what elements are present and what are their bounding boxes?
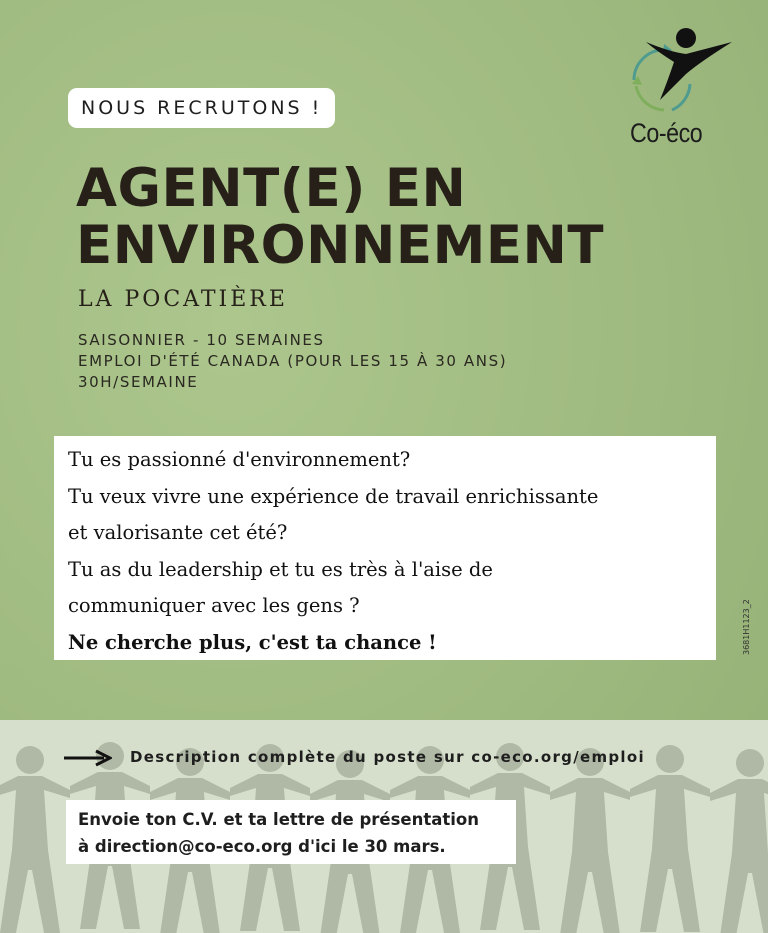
question-line: communiquer avec les gens ? — [68, 594, 360, 617]
question-line: et valorisante cet été? — [68, 521, 288, 544]
question-line: Tu veux vivre une expérience de travail enrichissante — [68, 484, 599, 508]
recruiting-badge: NOUS RECRUTONS ! — [68, 88, 335, 128]
job-details — [78, 330, 507, 393]
apply-line-1: Envoie ton C.V. et ta lettre de présentation — [78, 810, 480, 829]
apply-line-2[interactable]: à direction@co-eco.org d'ici le 30 mars. — [78, 837, 446, 856]
question-line: Tu es passionné d'environnement? — [68, 448, 411, 471]
call-to-action: Ne cherche plus, c'est ta chance ! — [68, 630, 437, 654]
questions-box — [54, 436, 716, 660]
detail-line: SAISONNIER - 10 SEMAINES — [78, 331, 325, 349]
detail-line: EMPLOI D'ÉTÉ CANADA (POUR LES 15 À 30 ANS) — [78, 352, 508, 370]
logo-wordmark: Co-éco — [630, 118, 703, 148]
description-link[interactable]: Description complète du poste sur co-eco.org/emploi — [130, 748, 645, 766]
job-title — [76, 160, 604, 274]
arrow-right-icon — [64, 749, 112, 767]
question-line: Tu as du leadership et tu es très à l'aise de — [68, 557, 493, 581]
job-title-line-1: AGENT(E) EN — [76, 158, 467, 219]
detail-line: 30H/SEMAINE — [78, 373, 199, 391]
job-location: LA POCATIÈRE — [78, 287, 288, 312]
apply-instructions-box — [66, 800, 516, 864]
job-title-line-2: ENVIRONNEMENT — [76, 215, 605, 276]
side-reference-code: 3681H1123_2 — [742, 599, 751, 655]
